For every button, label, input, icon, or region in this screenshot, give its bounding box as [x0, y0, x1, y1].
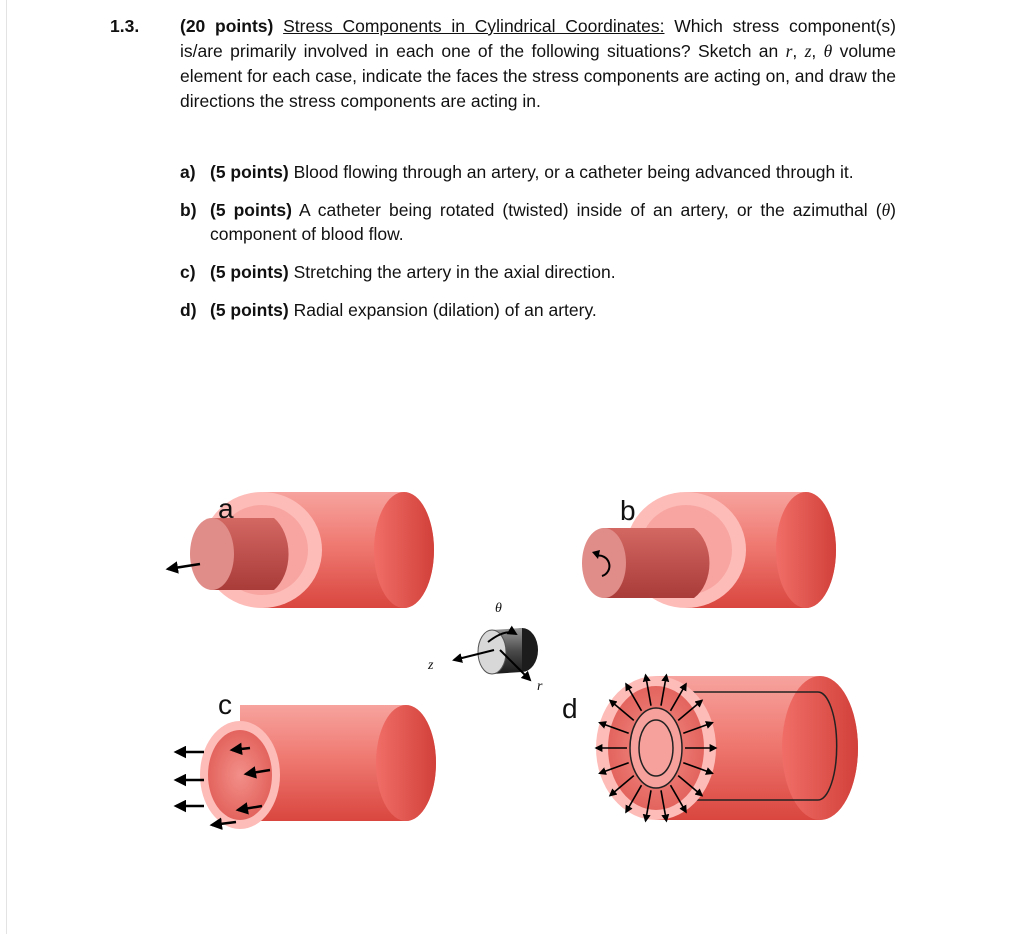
artery-d — [562, 675, 858, 821]
part-b-points: (5 points) — [210, 200, 292, 220]
problem-number: 1.3. — [110, 16, 140, 36]
part-a-label: a) — [180, 162, 196, 182]
artery-b-far-end — [776, 492, 836, 608]
label-c: c — [218, 689, 232, 720]
part-d-points: (5 points) — [210, 300, 289, 320]
artery-b — [582, 492, 836, 608]
part-c-label: c) — [180, 262, 196, 282]
axis-r-label: r — [537, 679, 543, 694]
sep-1: , — [792, 41, 805, 61]
var-z: z — [804, 41, 812, 61]
volume-element — [427, 601, 543, 694]
sep-2: , — [811, 41, 824, 61]
artery-a — [168, 492, 434, 608]
part-c-points: (5 points) — [210, 262, 289, 282]
artery-c-lumen — [208, 730, 272, 820]
label-a: a — [218, 493, 234, 524]
part-a-points: (5 points) — [210, 162, 289, 182]
part-b-label: b) — [180, 200, 197, 220]
catheter-b-tip — [582, 528, 626, 598]
problem-title: Stress Components in Cylindrical Coordinates: — [283, 16, 665, 36]
var-r: r — [785, 41, 793, 61]
part-d-text: Radial expansion (dilation) of an artery. — [288, 300, 597, 320]
artery-d-far-end — [782, 676, 858, 820]
part-b-symbol: θ — [881, 200, 891, 220]
part-b-text-after: ) component of blood flow. — [210, 200, 896, 244]
problem-text-2: volume element for each case, indicate the faces the stress components are acting on, and draw the directions the stress components are acting in. — [180, 41, 896, 111]
part-a-text: Blood flowing through an artery, or a catheter being advanced through it. — [288, 162, 854, 182]
artery-a-far-end — [374, 492, 434, 608]
part-b-text-before: A catheter being rotated (twisted) inside of an artery, or the azimuthal ( — [291, 200, 882, 220]
axis-theta-label: θ — [495, 601, 502, 616]
label-b: b — [620, 495, 636, 526]
problem-points: (20 points) — [180, 16, 274, 36]
artery-c — [176, 689, 436, 829]
artery-d-core-inner — [639, 720, 673, 776]
artery-c-far-end — [376, 705, 436, 821]
var-theta: θ — [823, 41, 833, 61]
part-d-label: d) — [180, 300, 197, 320]
problem-text-1: Which stress component(s) is/are primarily involved in each one of the following situations? Sketch an — [180, 16, 896, 61]
label-d: d — [562, 693, 578, 724]
part-c-text: Stretching the artery in the axial direction. — [288, 262, 616, 282]
catheter-a-tip — [190, 518, 234, 590]
axis-z-label: z — [428, 658, 434, 673]
